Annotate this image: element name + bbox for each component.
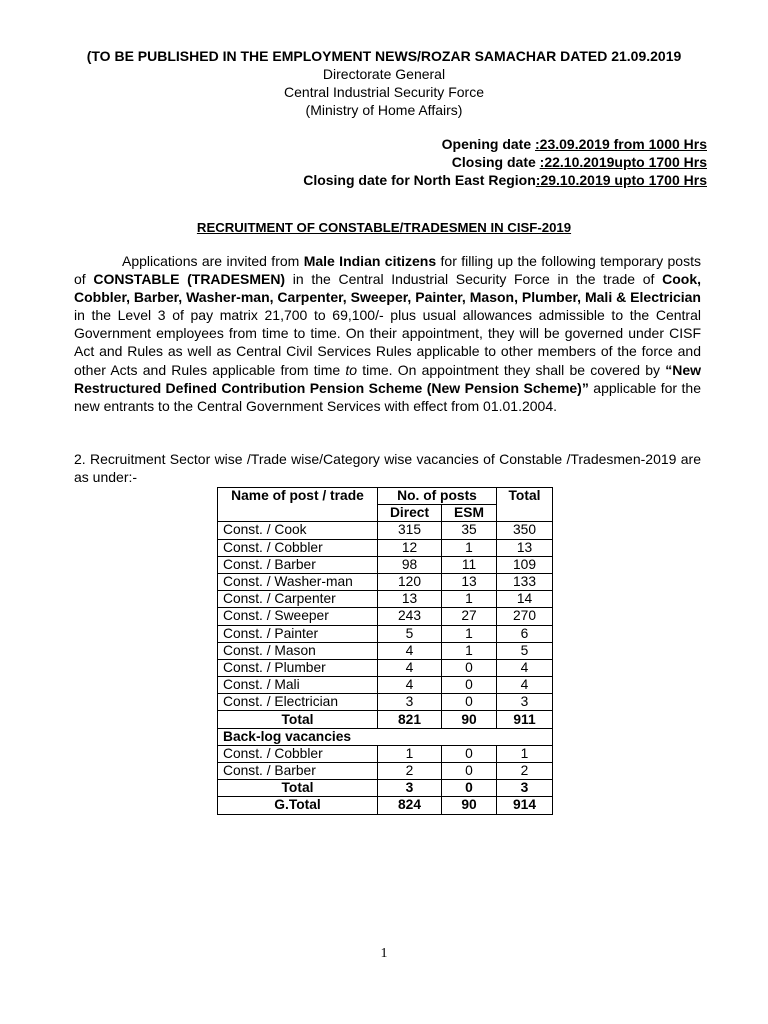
grand-total-row: G.Total 824 90 914 [218, 797, 553, 814]
table-row: Const. / Mason 4 1 5 [218, 642, 553, 659]
table-row: Const. / Plumber 4 0 4 [218, 659, 553, 676]
publication-line: (TO BE PUBLISHED IN THE EMPLOYMENT NEWS/ROZAR SAMACHAR DATED 21.09.2019 [86, 48, 682, 64]
closing-date-ne [303, 171, 707, 189]
dates-block [303, 135, 707, 189]
table-row: Const. / Cobbler 12 1 13 [218, 539, 553, 556]
header-direct: Direct [378, 505, 442, 522]
opening-date-label: Opening date [441, 136, 535, 152]
table-row: Const. / Mali 4 0 4 [218, 677, 553, 694]
closing-date-ne-value: :29.10.2019 upto 1700 Hrs [535, 172, 707, 188]
organization-block [0, 65, 768, 119]
closing-date [303, 153, 707, 171]
table-row: Const. / Cook 315 35 350 [218, 522, 553, 539]
backlog-total-row: Total 3 0 3 [218, 780, 553, 797]
table-row: Const. / Electrician 3 0 3 [218, 694, 553, 711]
page-number: 1 [380, 946, 388, 961]
table-row: Const. / Barber 98 11 109 [218, 556, 553, 573]
table-row: Const. / Cobbler 1 0 1 [218, 745, 553, 762]
org-line-cisf: Central Industrial Security Force [284, 84, 484, 100]
vacancy-paragraph: 2. Recruitment Sector wise /Trade wise/Category wise vacancies of Constable /Tradesmen-2019 are as under:- [74, 451, 701, 486]
closing-date-label: Closing date [451, 154, 540, 170]
org-line-ministry: (Ministry of Home Affairs) [305, 102, 463, 118]
header-post: Name of post / trade [218, 488, 378, 522]
vacancy-table [217, 487, 553, 815]
table-row: Const. / Carpenter 13 1 14 [218, 591, 553, 608]
intro-paragraph: Applications are invited from Male Indian citizens for filling up the following temporary posts of CONSTABLE (TRADESMEN) in the Central Industrial Security Force in the trade of Cook, Cobbler, Barber, Washer-man, Carpenter, Sweeper, Painter, Mason, Plumber, Mali & Electrician in the Level 3 of pay matrix 21,700 to 69,100/- plus usual allowances admissible to the Central Government employees from time to time. On their appointment, they will be governed under CISF Act and Rules as well as Central Civil Services Rules applicable to other members of the force and other Acts and Rules applicable from time to time. On appointment they shall be covered by “New Restructured Defined Contribution Pension Scheme (New Pension Scheme)” applicable for the new entrants to the Central Government Services with effect from 01.01.2004. [74, 253, 701, 414]
header-posts: No. of posts [378, 488, 497, 505]
table-row: Const. / Barber 2 0 2 [218, 763, 553, 780]
org-line-directorate: Directorate General [322, 66, 446, 82]
table-row: Const. / Painter 5 1 6 [218, 625, 553, 642]
opening-date [303, 135, 707, 153]
total-row: Total 821 90 911 [218, 711, 553, 728]
recruitment-title: RECRUITMENT OF CONSTABLE/TRADESMEN IN CISF-2019 [196, 220, 572, 235]
closing-date-value: :22.10.2019upto 1700 Hrs [539, 154, 707, 170]
closing-date-ne-label: Closing date for North East Region [303, 172, 536, 188]
table-row: Const. / Washer-man 120 13 133 [218, 573, 553, 590]
table-row: Const. / Sweeper 243 27 270 [218, 608, 553, 625]
header-esm: ESM [442, 505, 497, 522]
header-total: Total [497, 488, 553, 522]
opening-date-value: :23.09.2019 from 1000 Hrs [535, 136, 707, 152]
backlog-header-row: Back-log vacancies [218, 728, 553, 745]
table-header-row [218, 488, 553, 505]
